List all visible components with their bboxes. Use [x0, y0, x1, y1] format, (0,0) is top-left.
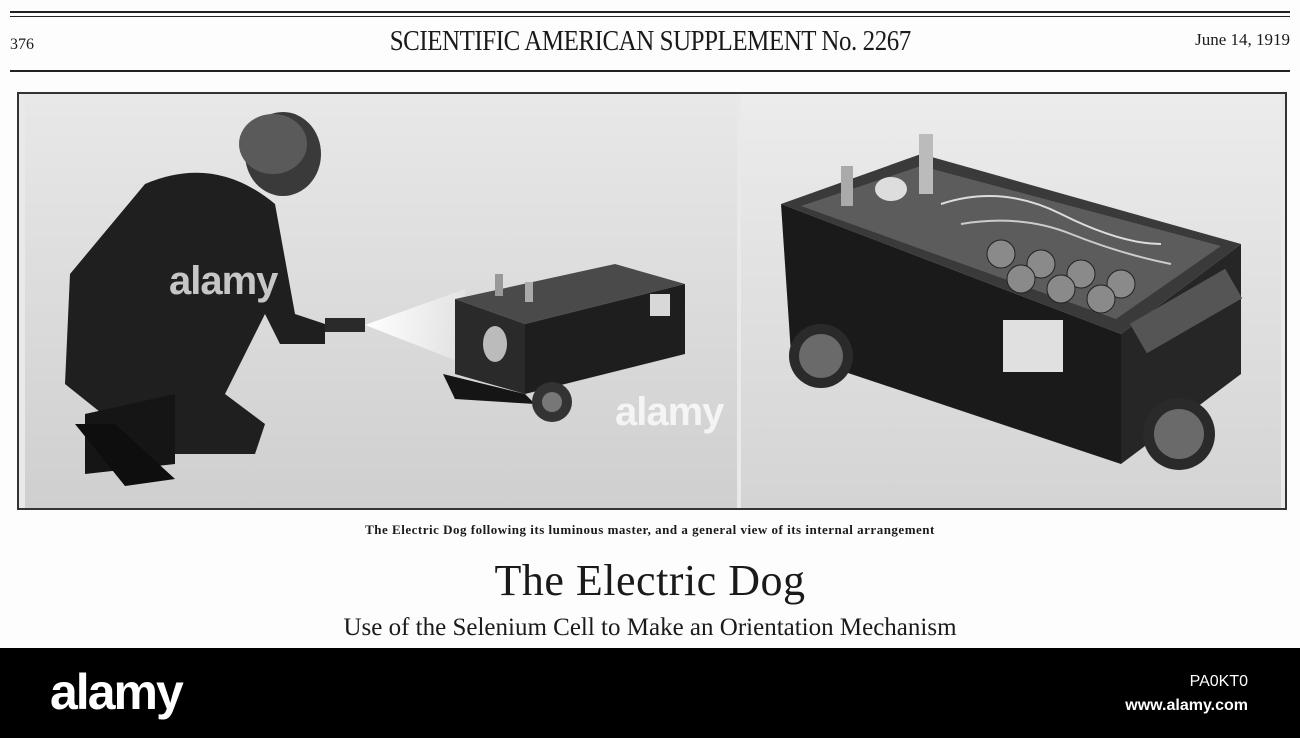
stock-footer-bar: [0, 648, 1300, 738]
watermark-center: alamy: [615, 390, 724, 434]
page-number: 376: [10, 36, 34, 53]
header-rule-top: [10, 11, 1290, 13]
alamy-logo: alamy: [50, 664, 182, 720]
footer-url[interactable]: www.alamy.com: [1125, 697, 1248, 714]
issue-date: June 14, 1919: [1195, 30, 1290, 49]
article-subtitle: Use of the Selenium Cell to Make an Orientation Mechanism: [343, 614, 957, 641]
photo-man-with-flashlight: [25, 94, 737, 508]
article-title: The Electric Dog: [494, 556, 806, 605]
publication-title: SCIENTIFIC AMERICAN SUPPLEMENT No. 2267: [389, 25, 911, 57]
header-rule-top-thin: [10, 16, 1290, 17]
figure-photographs: [17, 92, 1287, 510]
figure-caption: The Electric Dog following its luminous master, and a general view of its internal arrangement: [365, 522, 935, 537]
photo-internal-arrangement: [741, 94, 1281, 508]
image-id: PA0KT0: [1189, 673, 1248, 690]
header-rule-bottom: [10, 70, 1290, 72]
watermark-left: alamy: [169, 259, 278, 303]
